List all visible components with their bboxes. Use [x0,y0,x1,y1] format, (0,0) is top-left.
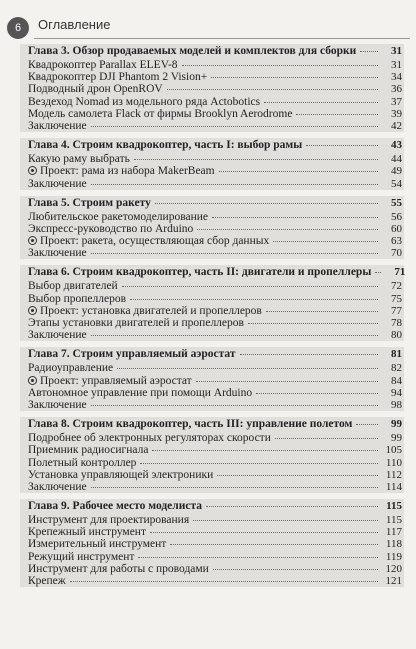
leader-dots [273,241,378,242]
toc-entry[interactable] [20,317,404,329]
entry-text: Подводный дрон OpenROV [28,83,163,96]
entry-text: Этапы установки двигателей и пропеллеров [28,317,244,329]
toc-entry[interactable] [20,178,404,190]
page-ref: 56 [391,210,402,223]
leader-dots [91,126,378,127]
page-ref: 44 [391,153,402,166]
toc-entry[interactable] [20,108,404,120]
page-ref: 36 [391,83,402,96]
header-divider [34,38,410,39]
entry-text: Инструмент для проектирования [28,514,190,527]
entry-label [28,563,209,575]
toc-entry[interactable] [20,120,404,132]
page-ref: 63 [391,235,402,248]
page-ref: 121 [385,575,402,587]
entry-text: Проект: рама из набора MakerBeam [40,165,215,178]
entry-label [28,120,87,132]
entry-label [28,399,87,411]
toc-entry[interactable] [20,329,404,341]
chapter-block [20,196,404,260]
toc-entry[interactable] [20,153,404,165]
leader-dots [138,557,378,558]
chapter-block [20,499,404,587]
entry-text: Выбор двигателей [28,280,118,293]
toc-entry[interactable] [20,469,404,481]
leader-dots [264,102,378,103]
entry-label [28,375,192,387]
project-bullet-icon [28,376,37,385]
chapter-title-row[interactable] [20,347,404,362]
page-ref: 110 [385,456,402,469]
toc-entry[interactable] [20,375,404,387]
leader-dots [248,323,378,324]
entry-label [28,211,208,223]
page-ref: 75 [391,292,402,305]
entry-label [28,96,260,108]
page-ref: 31 [391,45,402,57]
toc-entry[interactable] [20,165,404,177]
chapter-title: Глава 5. Строим ракету [28,196,151,209]
page-number-badge: 6 [7,17,29,39]
chapter-block [20,138,404,190]
leader-dots [167,89,378,90]
entry-text: Проект: управляемый аэростат [40,374,192,387]
leader-dots [117,368,378,369]
leader-dots [211,77,378,78]
leader-dots [155,203,378,204]
entry-label [28,153,130,165]
entry-text: Экспресс-руководство по Arduino [28,222,194,235]
chapter-block [20,347,404,411]
entry-text: Радиоуправление [28,362,114,375]
leader-dots [130,299,378,300]
toc-entry[interactable] [20,538,404,550]
toc-entry[interactable] [20,444,404,456]
leader-dots [170,544,378,545]
toc-entry[interactable] [20,59,404,71]
leader-dots [193,520,378,521]
page-ref: 39 [391,107,402,120]
leader-dots [182,65,378,66]
table-of-contents [20,44,404,593]
entry-text: Установка управляющей электроники [28,468,214,481]
chapter-block [20,265,404,341]
entry-text: Какую раму выбрать [28,153,130,166]
page-ref: 115 [385,514,402,527]
entry-label [28,457,136,469]
entry-text: Инструмент для работы с проводами [28,562,209,575]
toc-entry[interactable] [20,575,404,587]
entry-text: Полетный контроллер [28,456,137,469]
leader-dots [206,506,378,507]
entry-text: Модель самолета Flack от фирмы Brooklyn Aerodrome [28,107,293,120]
entry-text: Проект: ракета, осуществляющая сбор данных [40,235,270,248]
entry-label [28,247,87,259]
page-ref: 82 [391,362,402,375]
entry-text: Любительское ракетомоделирование [28,210,208,223]
entry-label [28,71,207,83]
entry-text: Режущий инструмент [28,550,135,563]
leader-dots [240,354,378,355]
entry-label [28,59,178,71]
toc-entry[interactable] [20,247,404,259]
entry-label [28,432,271,444]
toc-entry[interactable] [20,387,404,399]
leader-dots [150,532,378,533]
chapter-title: Глава 3. Обзор продаваемых моделей и комплектов для сборки [28,45,357,57]
entry-text: Проект: установка двигателей и пропеллеров [40,304,262,317]
chapter-title-row[interactable] [20,417,404,432]
leader-dots [356,424,378,425]
entry-label [28,481,87,493]
chapter-title-row[interactable] [20,44,404,59]
page-ref: 99 [391,432,402,445]
page-ref: 43 [391,139,402,152]
toc-entry[interactable] [20,305,404,317]
page-ref: 112 [385,468,402,481]
entry-text: Заключение [28,177,87,190]
toc-entry[interactable] [20,457,404,469]
page-ref: 118 [385,538,402,551]
chapter-title-row[interactable] [20,196,404,211]
toc-entry[interactable] [20,362,404,374]
page-ref: 49 [391,165,402,178]
leader-dots [217,475,378,476]
chapter-gap [20,587,404,593]
entry-text: Выбор пропеллеров [28,292,127,305]
page-ref: 81 [391,348,402,361]
page-ref: 72 [391,280,402,293]
page-ref: 80 [391,329,402,342]
page-ref: 54 [391,177,402,190]
leader-dots [196,381,378,382]
page-ref: 117 [385,526,402,539]
leader-dots [91,335,378,336]
page-ref: 119 [385,550,402,563]
chapter-block [20,417,404,493]
leader-dots [91,184,378,185]
toc-entry[interactable] [20,96,404,108]
page-ref: 42 [391,119,402,132]
leader-dots [91,405,378,406]
page-ref: 114 [385,480,402,493]
leader-dots [375,272,381,273]
toc-entry[interactable] [20,481,404,493]
toc-entry[interactable] [20,211,404,223]
entry-label [28,178,87,190]
project-bullet-icon [28,166,37,175]
toc-entry[interactable] [20,514,404,526]
page-ref: 99 [391,418,402,431]
leader-dots [122,286,378,287]
chapter-title: Глава 8. Строим квадрокоптер, часть III: управление полетом [28,418,353,431]
entry-text: Измерительный инструмент [28,538,167,551]
entry-label [28,551,134,563]
toc-entry[interactable] [20,83,404,95]
chapter-block [20,44,404,132]
leader-dots [152,450,378,451]
page-ref: 105 [385,444,402,457]
chapter-title-row[interactable] [20,138,404,153]
entry-label [28,293,126,305]
page-ref: 71 [394,266,406,279]
toc-entry[interactable] [20,280,404,292]
toc-entry[interactable] [20,551,404,563]
toc-entry[interactable] [20,526,404,538]
entry-text: Заключение [28,247,87,260]
entry-label [28,444,148,456]
leader-dots [296,114,378,115]
leader-dots [140,463,378,464]
header-title: Оглавление [38,17,111,32]
entry-label [28,108,292,120]
entry-label [28,538,166,550]
entry-label [28,235,269,247]
toc-entry[interactable] [20,399,404,411]
entry-label [28,305,262,317]
entry-text: Автономное управление при помощи Arduino [28,386,253,399]
leader-dots [212,217,378,218]
entry-text: Квадрокоптер Parallax ELEV-8 [28,59,178,71]
chapter-title: Глава 7. Строим управляемый аэростат [28,348,236,361]
chapter-title: Глава 6. Строим квадрокоптер, часть II: двигатели и пропеллеры [28,266,372,279]
page-ref: 78 [391,317,402,329]
entry-label [28,329,87,341]
toc-entry[interactable] [20,71,404,83]
entry-label [28,362,113,374]
entry-label [28,387,252,399]
leader-dots [213,569,378,570]
leader-dots [134,159,378,160]
leader-dots [275,438,378,439]
chapter-title-row[interactable] [20,499,404,514]
page-ref: 31 [391,59,402,71]
toc-entry[interactable] [20,432,404,444]
entry-label [28,575,66,587]
page-ref: 34 [391,71,402,84]
leader-dots [70,581,378,582]
entry-label [28,469,213,481]
chapter-title: Глава 9. Рабочее место моделиста [28,500,202,513]
toc-entry[interactable] [20,563,404,575]
leader-dots [306,145,378,146]
entry-label [28,83,163,95]
entry-label [28,317,244,329]
entry-text: Приемник радиосигнала [28,444,149,457]
leader-dots [266,311,378,312]
entry-text: Крепеж [28,575,66,587]
leader-dots [219,171,378,172]
entry-text: Заключение [28,398,87,411]
entry-label [28,223,193,235]
page-ref: 115 [386,500,402,513]
project-bullet-icon [28,306,37,315]
project-bullet-icon [28,236,37,245]
leader-dots [91,253,378,254]
entry-label [28,526,146,538]
toc-entry[interactable] [20,235,404,247]
entry-label [28,514,189,526]
chapter-title: Глава 4. Строим квадрокоптер, часть I: выбор рамы [28,139,303,152]
entry-label [28,280,118,292]
entry-label [28,165,215,177]
entry-text: Вездеход Nomad из модельного ряда Actobotics [28,95,261,108]
page-ref: 37 [391,95,402,108]
page-ref: 55 [391,196,402,209]
page-ref: 94 [391,386,402,399]
entry-text: Подробнее об электронных регуляторах скорости [28,432,271,445]
chapter-title-row[interactable] [20,265,404,280]
page-ref: 84 [391,374,402,387]
page-ref: 77 [391,304,402,317]
leader-dots [360,51,378,52]
entry-text: Крепежный инструмент [28,526,146,539]
entry-text: Квадрокоптер DJI Phantom 2 Vision+ [28,71,208,84]
entry-text: Заключение [28,480,87,493]
page-header [0,0,416,44]
entry-text: Заключение [28,119,87,132]
leader-dots [91,487,378,488]
toc-entry[interactable] [20,223,404,235]
toc-entry[interactable] [20,293,404,305]
leader-dots [197,229,378,230]
page-ref: 120 [385,562,402,575]
page-ref: 70 [391,247,402,260]
page-ref: 98 [391,398,402,411]
leader-dots [256,393,378,394]
entry-text: Заключение [28,329,87,342]
page-ref: 60 [391,222,402,235]
